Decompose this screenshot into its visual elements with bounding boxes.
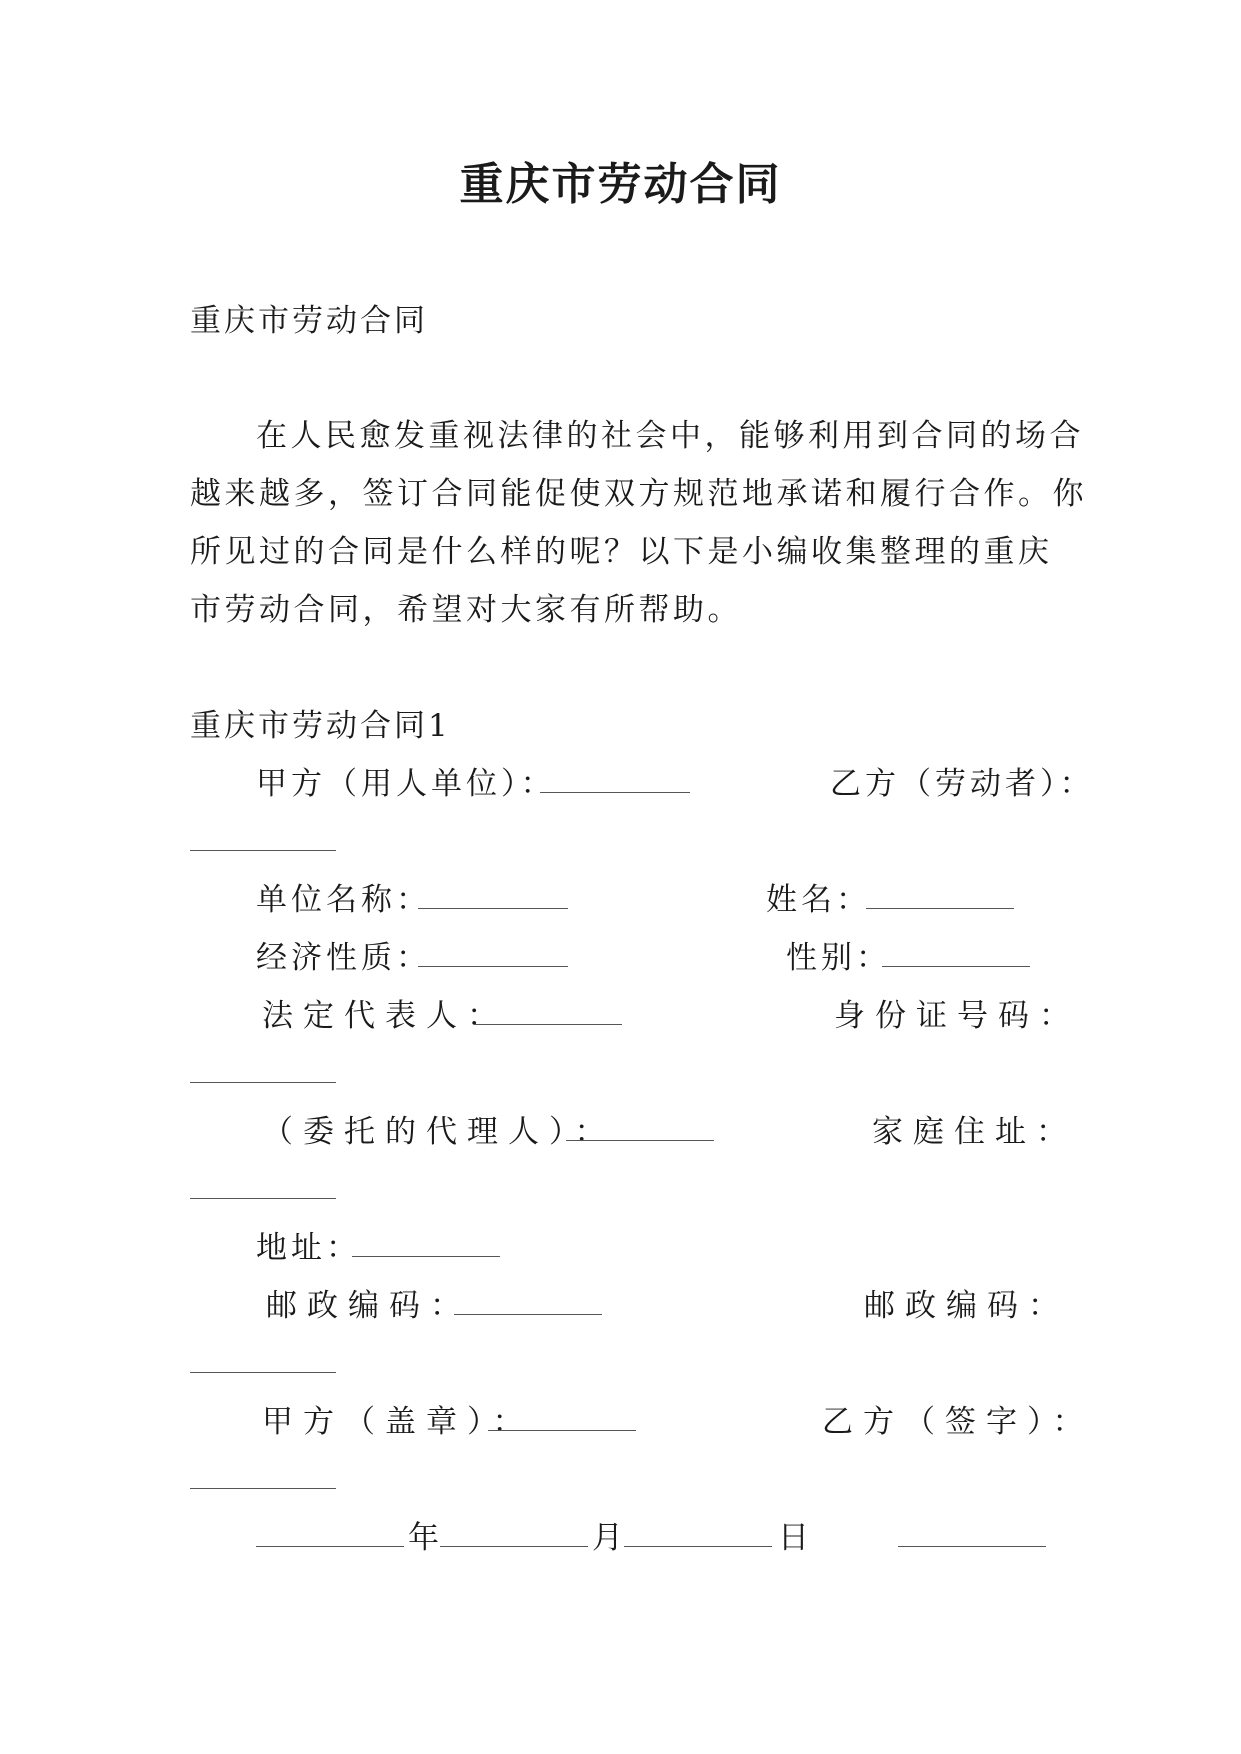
date-b-blank[interactable] [898, 1546, 1046, 1547]
unit-name-label: 单位名称： [256, 882, 431, 918]
legal-rep-label: 法定代表人： [262, 998, 508, 1034]
month-blank[interactable] [440, 1546, 588, 1547]
year-label: 年 [408, 1520, 443, 1556]
postal-code-a-blank[interactable] [454, 1314, 602, 1315]
intro-line-4: 市劳动合同，希望对大家有所帮助。 [190, 592, 742, 628]
seal-a-label: 甲方（盖章）： [262, 1404, 534, 1440]
day-label: 日 [778, 1520, 813, 1556]
seal-a-blank[interactable] [488, 1430, 636, 1431]
day-blank[interactable] [624, 1546, 772, 1547]
economic-nature-blank[interactable] [418, 966, 568, 967]
intro-line-1: 在人民愈发重视法律的社会中，能够利用到合同的场合 [256, 418, 1084, 454]
postal-code-b-label: 邮政编码： [864, 1288, 1069, 1324]
legal-rep-blank[interactable] [474, 1024, 622, 1025]
gender-label: 性别： [786, 940, 891, 976]
economic-nature-label: 经济性质： [256, 940, 431, 976]
id-number-label: 身份证号码： [834, 998, 1080, 1034]
gender-blank[interactable] [882, 966, 1030, 967]
section-title: 重庆市劳动合同1 [190, 708, 451, 744]
intro-line-2: 越来越多，签订合同能促使双方规范地承诺和履行合作。你 [190, 476, 1087, 512]
document-subtitle: 重庆市劳动合同 [190, 303, 428, 339]
name-blank[interactable] [866, 908, 1014, 909]
year-blank[interactable] [256, 1546, 404, 1547]
party-b-blank[interactable] [190, 850, 336, 851]
agent-blank[interactable] [566, 1140, 714, 1141]
home-address-blank[interactable] [190, 1198, 336, 1199]
unit-name-blank[interactable] [418, 908, 568, 909]
month-label: 月 [592, 1520, 627, 1556]
address-label: 地址： [256, 1230, 361, 1266]
party-b-label: 乙方（劳动者）： [830, 766, 1095, 802]
name-label: 姓名： [766, 882, 871, 918]
agent-label: （委托的代理人）： [262, 1114, 616, 1150]
id-number-blank[interactable] [190, 1082, 336, 1083]
home-address-label: 家庭住址： [872, 1114, 1077, 1150]
sign-b-blank[interactable] [190, 1488, 336, 1489]
party-a-blank[interactable] [540, 792, 690, 793]
address-blank[interactable] [352, 1256, 500, 1257]
document-title: 重庆市劳动合同 [459, 159, 782, 210]
sign-b-label: 乙方（签字）： [822, 1404, 1094, 1440]
postal-code-a-label: 邮政编码： [266, 1288, 471, 1324]
party-a-label: 甲方（用人单位）： [256, 766, 556, 802]
postal-code-b-blank[interactable] [190, 1372, 336, 1373]
intro-line-3: 所见过的合同是什么样的呢？以下是小编收集整理的重庆 [190, 534, 1053, 570]
